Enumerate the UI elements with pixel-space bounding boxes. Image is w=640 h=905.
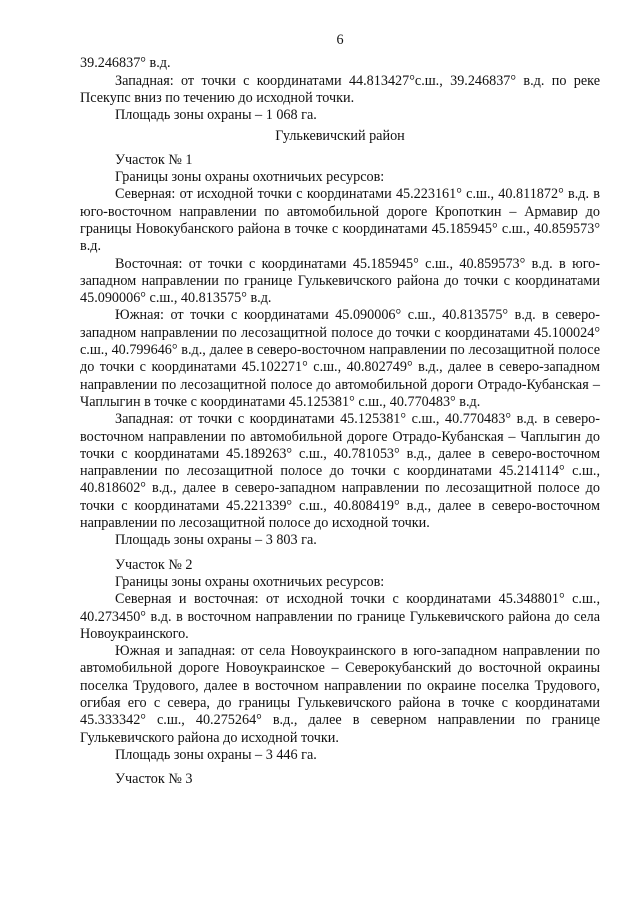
section-plot-2 (80, 557, 600, 765)
protected-area-size: Площадь зоны охраны – 3 803 га. (115, 532, 317, 549)
district-title: Гулькевичский район (275, 128, 405, 145)
section-subtitle: Границы зоны охраны охотничьих ресурсов: (115, 573, 385, 590)
north-boundary-paragraph: Северная: от исходной точки с координатами 45.223161° с.ш., 40.811872° в.д. в юго-восточном направлении по автомобильной дороге Кропоткин – Армавир до границы Новокубанского района в точке с координатами 45.185945° с.ш., 40.859573° в.д. (80, 186, 600, 255)
spacer (80, 550, 600, 557)
section-plot-3 (80, 771, 600, 788)
continuation-line: 39.246837° в.д. (80, 55, 171, 72)
document-page (80, 32, 600, 788)
south-boundary-paragraph: Южная: от точки с координатами 45.090006° с.ш., 40.813575° в.д. в северо-западном направлении по лесозащитной полосе до точки с координатами 45.100024° с.ш., 40.799646° в.д., далее в северо-восточном направлении по лесозащитной полосе до точки с координатами 45.102271° с.ш., 40.802749° в.д., далее в северо-западном направлении по лесозащитной полосе до автомобильной дороги Отрадо-Кубанская – Чаплыгин в точке с координатами 45.125381° с.ш., 40.770483° в.д. (80, 307, 600, 410)
section-title: Участок № 2 (115, 556, 193, 573)
protected-area-size: Площадь зоны охраны – 1 068 га. (115, 107, 317, 124)
south-west-boundary-paragraph: Южная и западная: от села Новоукраинского в юго-западном направлении по автомобильной дороге Новоукраинское – Северокубанский до восточной окраины поселка Трудового, далее в восточном направлении по окраине поселка Трудового, огибая его с севера, до границы Гулькевичского района в точке с координатами 45.333342° с.ш., 40.275264° в.д., далее в северном направлении по границе Гулькевичского района до исходной точки. (80, 643, 600, 746)
west-boundary-paragraph: Западная: от точки с координатами 44.813427°с.ш., 39.246837° в.д. по реке Псекупс вниз по течению до исходной точки. (80, 72, 600, 106)
section-subtitle: Границы зоны охраны охотничьих ресурсов: (115, 169, 385, 186)
protected-area-size: Площадь зоны охраны – 3 446 га. (115, 746, 317, 763)
north-east-boundary-paragraph: Северная и восточная: от исходной точки с координатами 45.348801° с.ш., 40.273450° в.д. в восточном направлении по границе Гулькевичского района до села Новоукраинского. (80, 591, 600, 642)
east-boundary-paragraph: Восточная: от точки с координатами 45.185945° с.ш., 40.859573° в.д. в юго-западном направлении по границе Гулькевичского района до точки с координатами 45.090006° с.ш., 40.813575° в.д. (80, 255, 600, 307)
west-boundary-paragraph: Западная: от точки с координатами 45.125381° с.ш., 40.770483° в.д. в северо-восточном направлении по автомобильной дороге Отрадо-Кубанская – Чаплыгин до точки с координатами 45.189263° с.ш., 40.781053° в.д., далее в северо-восточном направлении по лесозащитной полосе до точки с координатами 45.214114° с.ш., 40.818602° в.д., далее в северо-западном направлении по лесозащитной полосе до точки с координатами 45.221339° с.ш., 40.808419° в.д., далее в северо-восточном направлении по лесозащитной полосе до исходной точки. (80, 411, 600, 532)
section-title: Участок № 3 (115, 771, 193, 788)
spacer (80, 764, 600, 771)
page-number: 6 (336, 32, 344, 48)
section-title: Участок № 1 (115, 151, 193, 168)
section-plot-1 (80, 152, 600, 550)
